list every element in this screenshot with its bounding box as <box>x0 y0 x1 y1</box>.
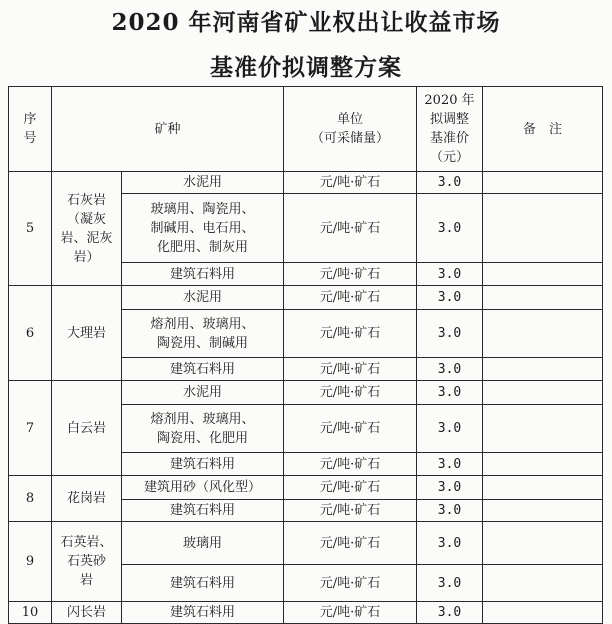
unit-cell: 元/吨·矿石 <box>284 172 417 194</box>
price-cell: 3.0 <box>417 565 483 602</box>
note-cell <box>483 286 603 310</box>
price-cell: 3.0 <box>417 522 483 565</box>
table-row <box>9 476 603 500</box>
seq-cell: 9 <box>9 522 52 602</box>
use-cell: 熔剂用、玻璃用、 陶瓷用、制碱用 <box>122 310 284 358</box>
mineral-cell: 石英岩、 石英砂 岩 <box>52 522 122 602</box>
unit-cell: 元/吨·矿石 <box>284 476 417 500</box>
unit-cell: 元/吨·矿石 <box>284 194 417 263</box>
use-cell: 建筑石料用 <box>122 358 284 381</box>
mineral-cell: 闪长岩 <box>52 602 122 624</box>
unit-cell: 元/吨·矿石 <box>284 405 417 453</box>
price-cell: 3.0 <box>417 602 483 624</box>
mineral-cell: 花岗岩 <box>52 476 122 522</box>
use-cell: 水泥用 <box>122 172 284 194</box>
seq-cell: 7 <box>9 381 52 476</box>
note-cell <box>483 405 603 453</box>
table-row <box>9 602 603 624</box>
use-cell: 水泥用 <box>122 286 284 310</box>
price-cell: 3.0 <box>417 194 483 263</box>
price-cell: 3.0 <box>417 500 483 522</box>
price-cell: 3.0 <box>417 358 483 381</box>
header-price: 2020 年 拟调整 基准价 （元） <box>417 87 483 172</box>
mineral-cell: 大理岩 <box>52 286 122 381</box>
table-row <box>9 381 603 405</box>
note-cell <box>483 194 603 263</box>
price-cell: 3.0 <box>417 172 483 194</box>
seq-cell: 6 <box>9 286 52 381</box>
price-cell: 3.0 <box>417 476 483 500</box>
use-cell: 水泥用 <box>122 381 284 405</box>
use-cell: 建筑石料用 <box>122 453 284 476</box>
seq-cell: 8 <box>9 476 52 522</box>
document-title-line-2: 基准价拟调整方案 <box>210 54 402 81</box>
unit-cell: 元/吨·矿石 <box>284 358 417 381</box>
note-cell <box>483 453 603 476</box>
note-cell <box>483 310 603 358</box>
document-title-line-1: 2020 年河南省矿业权出让收益市场 <box>111 9 501 36</box>
table-header-row <box>9 87 603 172</box>
use-cell: 玻璃用、陶瓷用、 制碱用、电石用、 化肥用、制灰用 <box>122 194 284 263</box>
mineral-cell: 石灰岩 （凝灰 岩、泥灰 岩） <box>52 172 122 286</box>
price-cell: 3.0 <box>417 263 483 286</box>
table-row <box>9 522 603 565</box>
unit-cell: 元/吨·矿石 <box>284 263 417 286</box>
use-cell: 玻璃用 <box>122 522 284 565</box>
use-cell: 建筑石料用 <box>122 602 284 624</box>
unit-cell: 元/吨·矿石 <box>284 381 417 405</box>
unit-cell: 元/吨·矿石 <box>284 310 417 358</box>
note-cell <box>483 263 603 286</box>
header-unit: 单位 （可采储量） <box>284 87 417 172</box>
unit-cell: 元/吨·矿石 <box>284 602 417 624</box>
header-note: 备 注 <box>483 87 603 172</box>
unit-cell: 元/吨·矿石 <box>284 565 417 602</box>
unit-cell: 元/吨·矿石 <box>284 500 417 522</box>
unit-cell: 元/吨·矿石 <box>284 453 417 476</box>
note-cell <box>483 381 603 405</box>
note-cell <box>483 172 603 194</box>
use-cell: 建筑石料用 <box>122 565 284 602</box>
seq-cell: 5 <box>9 172 52 286</box>
header-mineral: 矿种 <box>52 87 284 172</box>
note-cell <box>483 500 603 522</box>
note-cell <box>483 602 603 624</box>
note-cell <box>483 522 603 565</box>
unit-cell: 元/吨·矿石 <box>284 522 417 565</box>
price-cell: 3.0 <box>417 286 483 310</box>
mineral-cell: 白云岩 <box>52 381 122 476</box>
price-table <box>8 86 603 624</box>
unit-cell: 元/吨·矿石 <box>284 286 417 310</box>
use-cell: 建筑石料用 <box>122 500 284 522</box>
use-cell: 熔剂用、玻璃用、 陶瓷用、化肥用 <box>122 405 284 453</box>
note-cell <box>483 358 603 381</box>
use-cell: 建筑石料用 <box>122 263 284 286</box>
price-cell: 3.0 <box>417 310 483 358</box>
header-seq: 序 号 <box>9 87 52 172</box>
note-cell <box>483 476 603 500</box>
use-cell: 建筑用砂（风化型） <box>122 476 284 500</box>
price-cell: 3.0 <box>417 405 483 453</box>
price-table-body <box>9 87 603 624</box>
seq-cell: 10 <box>9 602 52 624</box>
price-cell: 3.0 <box>417 453 483 476</box>
price-cell: 3.0 <box>417 381 483 405</box>
note-cell <box>483 565 603 602</box>
table-row <box>9 286 603 310</box>
table-row <box>9 172 603 194</box>
